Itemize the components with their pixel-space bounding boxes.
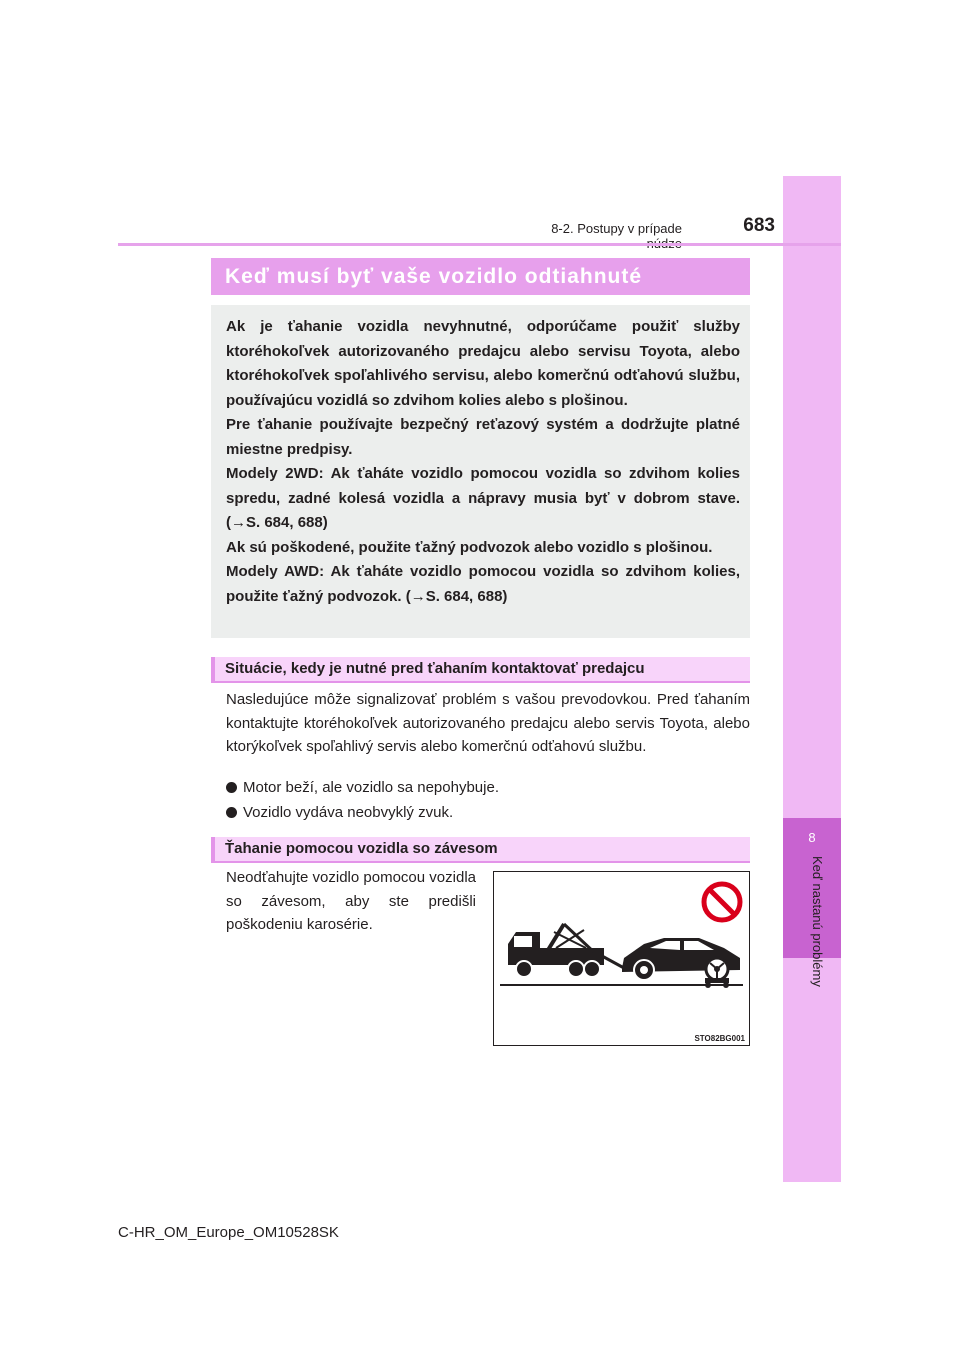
tow-truck-car-drawing (494, 872, 749, 1045)
figure-code: STO82BG001 (694, 1034, 745, 1043)
section-breadcrumb: 8-2. Postupy v prípade (551, 221, 682, 236)
sling-tow-illustration (493, 871, 750, 1046)
chapter-title: Keď nastanú problémy (810, 856, 825, 987)
bullet-icon (226, 782, 237, 793)
section-text: Nasledujúce môže signalizovať problém s vašou prevodovkou. Pred ťahaním kontaktujte ktoréhokoľvek autorizovaného predajcu alebo servis Toyota, alebo ktorýkoľvek spoľahlivý servis alebo komerčnú odťahovú službu. (226, 691, 750, 755)
intro-paragraph: Modely 2WD: Ak ťaháte vozidlo pomocou vozidla so zdvihom kolies spredu, zadné kolesá vozidla a nápravy musia byť v dobrom stave. (→S. 684, 688) (226, 465, 740, 531)
list-item-text: Vozidlo vydáva neobvyklý zvuk. (243, 804, 454, 821)
document-footer-id: C-HR_OM_Europe_OM10528SK (118, 1224, 339, 1241)
list-item-text: Motor beží, ale vozidlo sa nepohybuje. (243, 779, 499, 796)
section-text: Neodťahujte vozidlo pomocou vozidla so závesom, aby ste predišli poškodeniu karosérie. (226, 869, 476, 933)
intro-paragraph: Ak sú poškodené, použite ťažný podvozok alebo vozidlo s plošinou. (226, 538, 713, 556)
page-number: 683 (743, 215, 775, 236)
tow-truck-icon (508, 924, 624, 977)
bullet-icon (226, 807, 237, 818)
list-item (226, 804, 453, 821)
section-heading-sling-towing: Ťahanie pomocou vozidla so závesom (211, 837, 750, 863)
page-title: Keď musí byť vaše vozidlo odtiahnuté (211, 258, 750, 295)
section-heading-contact-dealer: Situácie, kedy je nutné pred ťahaním kontaktovať predajcu (211, 657, 750, 683)
towed-car-icon (622, 938, 740, 988)
prohibited-icon (704, 884, 740, 920)
intro-paragraph: Modely AWD: Ak ťaháte vozidlo pomocou vozidla so zdvihom kolies, použite ťažný podvozok. (→S. 684, 688) (226, 563, 740, 605)
intro-paragraph: Pre ťahanie používajte bezpečný reťazový systém a dodržujte platné miestne predpisy. (226, 416, 740, 458)
chapter-number: 8 (808, 830, 816, 845)
header-rule (118, 243, 841, 246)
list-item (226, 779, 499, 796)
intro-paragraph: Ak je ťahanie vozidla nevyhnutné, odporúčame použiť služby ktoréhokoľvek autorizovaného predajcu alebo servisu Toyota, alebo ktoréhokoľvek spoľahlivého servisu, alebo komerčnú odťahovú službu, používajúcu vozidlá so zdvihom kolies alebo s plošinou. (226, 318, 740, 409)
intro-box (211, 305, 750, 638)
